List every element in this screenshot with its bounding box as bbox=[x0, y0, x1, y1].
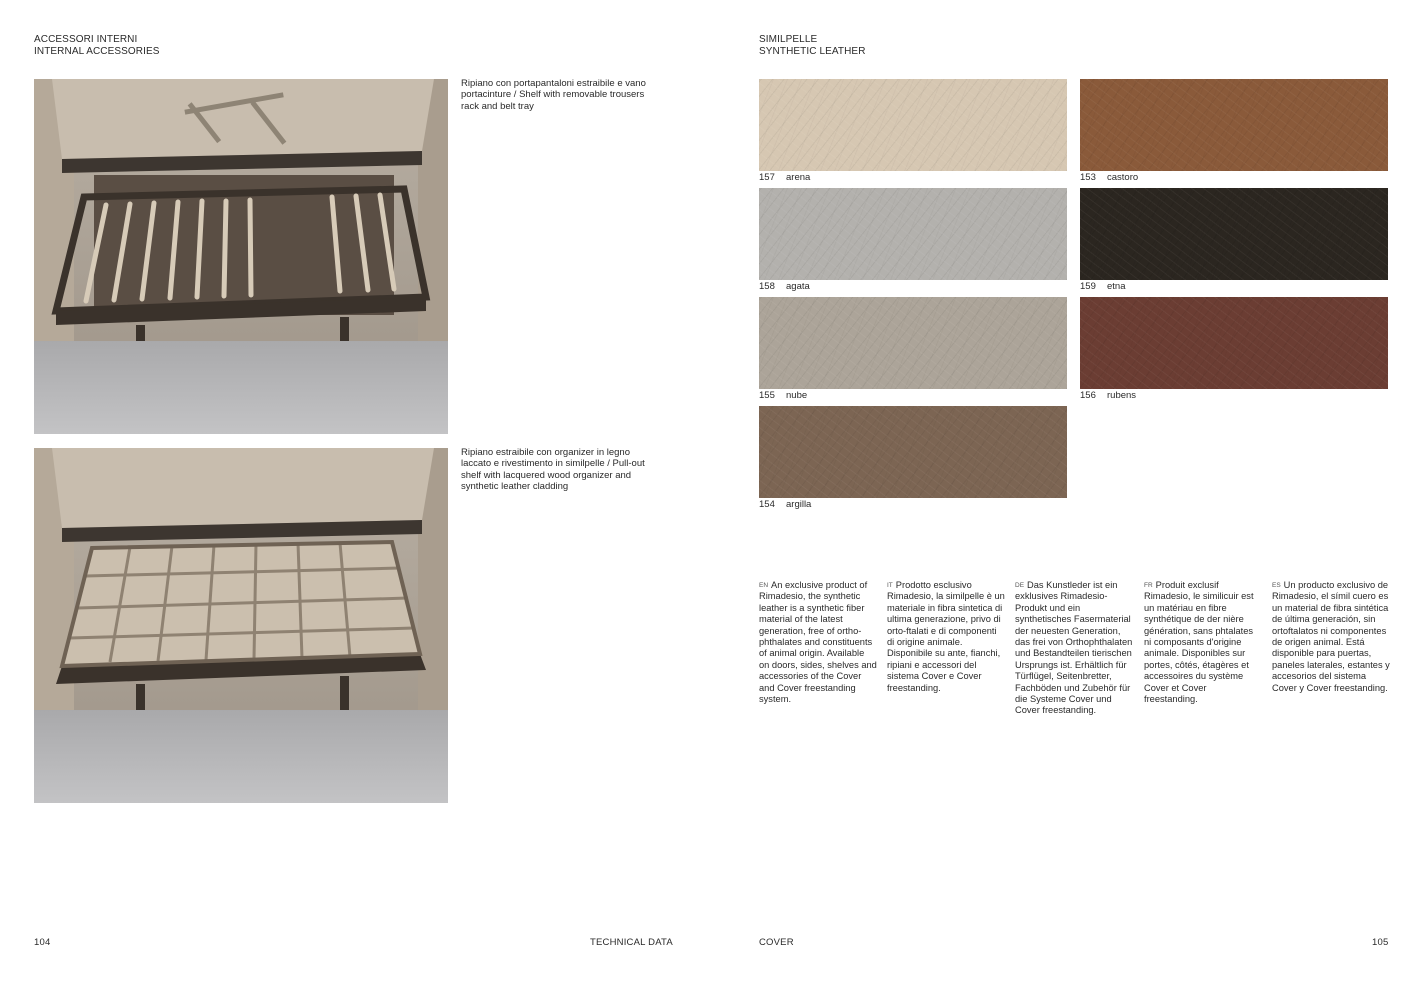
section-title-internal-accessories bbox=[34, 34, 160, 57]
description-es bbox=[1272, 580, 1390, 694]
swatch-name: etna bbox=[1107, 281, 1126, 292]
swatch-color bbox=[759, 406, 1067, 498]
swatch-castoro bbox=[1080, 79, 1388, 183]
footer-technical-data: TECHNICAL DATA bbox=[590, 937, 673, 948]
swatch-name: rubens bbox=[1107, 390, 1137, 401]
swatch-code: 156 bbox=[1080, 390, 1096, 401]
swatch-nube bbox=[759, 297, 1067, 401]
description-text: Produit exclusif Rimadesio, le similicuir est un matériau en fibre synthétique de der nière génération, sans phtalates ni composants d'origine animale. Disponibles sur portes, côtés, étagères et accessoires du système Cover et Cover freestanding. bbox=[1144, 580, 1254, 705]
section-title-it: SIMILPELLE bbox=[759, 34, 818, 45]
description-text: Un producto exclusivo de Rimadesio, el símil cuero es un material de fibra sintética de última generación, sin ortoftalatos ni componentes de origen animal. Está disponible para puertas, paneles laterales, estantes y accesorios del sistema Cover y Cover freestanding. bbox=[1272, 580, 1390, 693]
swatch-name: nube bbox=[786, 390, 808, 401]
section-title-synthetic-leather bbox=[759, 34, 866, 57]
footer-cover: COVER bbox=[759, 937, 794, 948]
swatch-name: argilla bbox=[786, 499, 812, 510]
swatch-code: 154 bbox=[759, 499, 775, 510]
description-fr bbox=[1144, 580, 1262, 705]
swatch-color bbox=[759, 79, 1067, 171]
swatch-rubens bbox=[1080, 297, 1388, 401]
swatch-code: 159 bbox=[1080, 281, 1096, 292]
language-code: IT bbox=[887, 582, 893, 589]
swatch-code: 155 bbox=[759, 390, 775, 401]
trousers-rack-photo bbox=[34, 79, 448, 434]
swatch-color bbox=[759, 297, 1067, 389]
description-text: An exclusive product of Rimadesio, the synthetic leather is a synthetic fiber material of the latest generation, free of ortho-phthalates and constituents of animal origin. Available on doors, sides, shelves and accessories of the Cover and Cover freestanding system. bbox=[759, 580, 877, 705]
swatch-color bbox=[1080, 297, 1388, 389]
swatch-name: agata bbox=[786, 281, 810, 292]
swatch-code: 157 bbox=[759, 172, 775, 183]
page-number-right: 105 bbox=[1372, 937, 1389, 948]
swatch-name: castoro bbox=[1107, 172, 1139, 183]
description-text: Das Kunstleder ist ein exklusives Rimadesio-Produkt und ein synthetisches Fasermaterial der neuesten Generation, das frei von Orthophthalaten und Bestandteilen tierischen Ursprungs ist. Erhältlich für Türflügel, Seitenbretter, Fachböden und Zubehör für die Systeme Cover und Cover freestanding. bbox=[1015, 580, 1133, 716]
language-code: EN bbox=[759, 582, 769, 589]
section-title-it: ACCESSORI INTERNI bbox=[34, 34, 138, 45]
description-it bbox=[887, 580, 1005, 694]
language-code: FR bbox=[1144, 582, 1153, 589]
organizer-shelf-caption: Ripiano estraibile con organizer in legno laccato e rivestimento in similpelle / Pull-out shelf with lacquered wood organizer and synthetic leather cladding bbox=[461, 447, 645, 492]
swatch-color bbox=[1080, 79, 1388, 171]
language-code: ES bbox=[1272, 582, 1281, 589]
section-title-en: SYNTHETIC LEATHER bbox=[759, 45, 866, 57]
page-number-left: 104 bbox=[34, 937, 51, 948]
swatch-color bbox=[1080, 188, 1388, 280]
swatch-code: 158 bbox=[759, 281, 775, 292]
description-de bbox=[1015, 580, 1133, 717]
trousers-rack-caption: Ripiano con portapantaloni estraibile e vano portacinture / Shelf with removable trousers rack and belt tray bbox=[461, 78, 646, 112]
swatch-argilla bbox=[759, 406, 1067, 510]
section-title-en: INTERNAL ACCESSORIES bbox=[34, 45, 160, 57]
swatch-arena bbox=[759, 79, 1067, 183]
description-en bbox=[759, 580, 877, 705]
swatch-agata bbox=[759, 188, 1067, 292]
swatch-name: arena bbox=[786, 172, 811, 183]
swatch-color bbox=[759, 188, 1067, 280]
organizer-shelf-photo bbox=[34, 448, 448, 803]
swatch-etna bbox=[1080, 188, 1388, 292]
swatch-code: 153 bbox=[1080, 172, 1096, 183]
description-text: Prodotto esclusivo Rimadesio, la similpelle è un materiale in fibra sintetica di ultima generazione, privo di orto-ftalati e di componenti di origine animale. Disponibile su ante, fianchi, ripiani e accessori del sistema Cover e Cover freestanding. bbox=[887, 580, 1005, 693]
language-code: DE bbox=[1015, 582, 1025, 589]
